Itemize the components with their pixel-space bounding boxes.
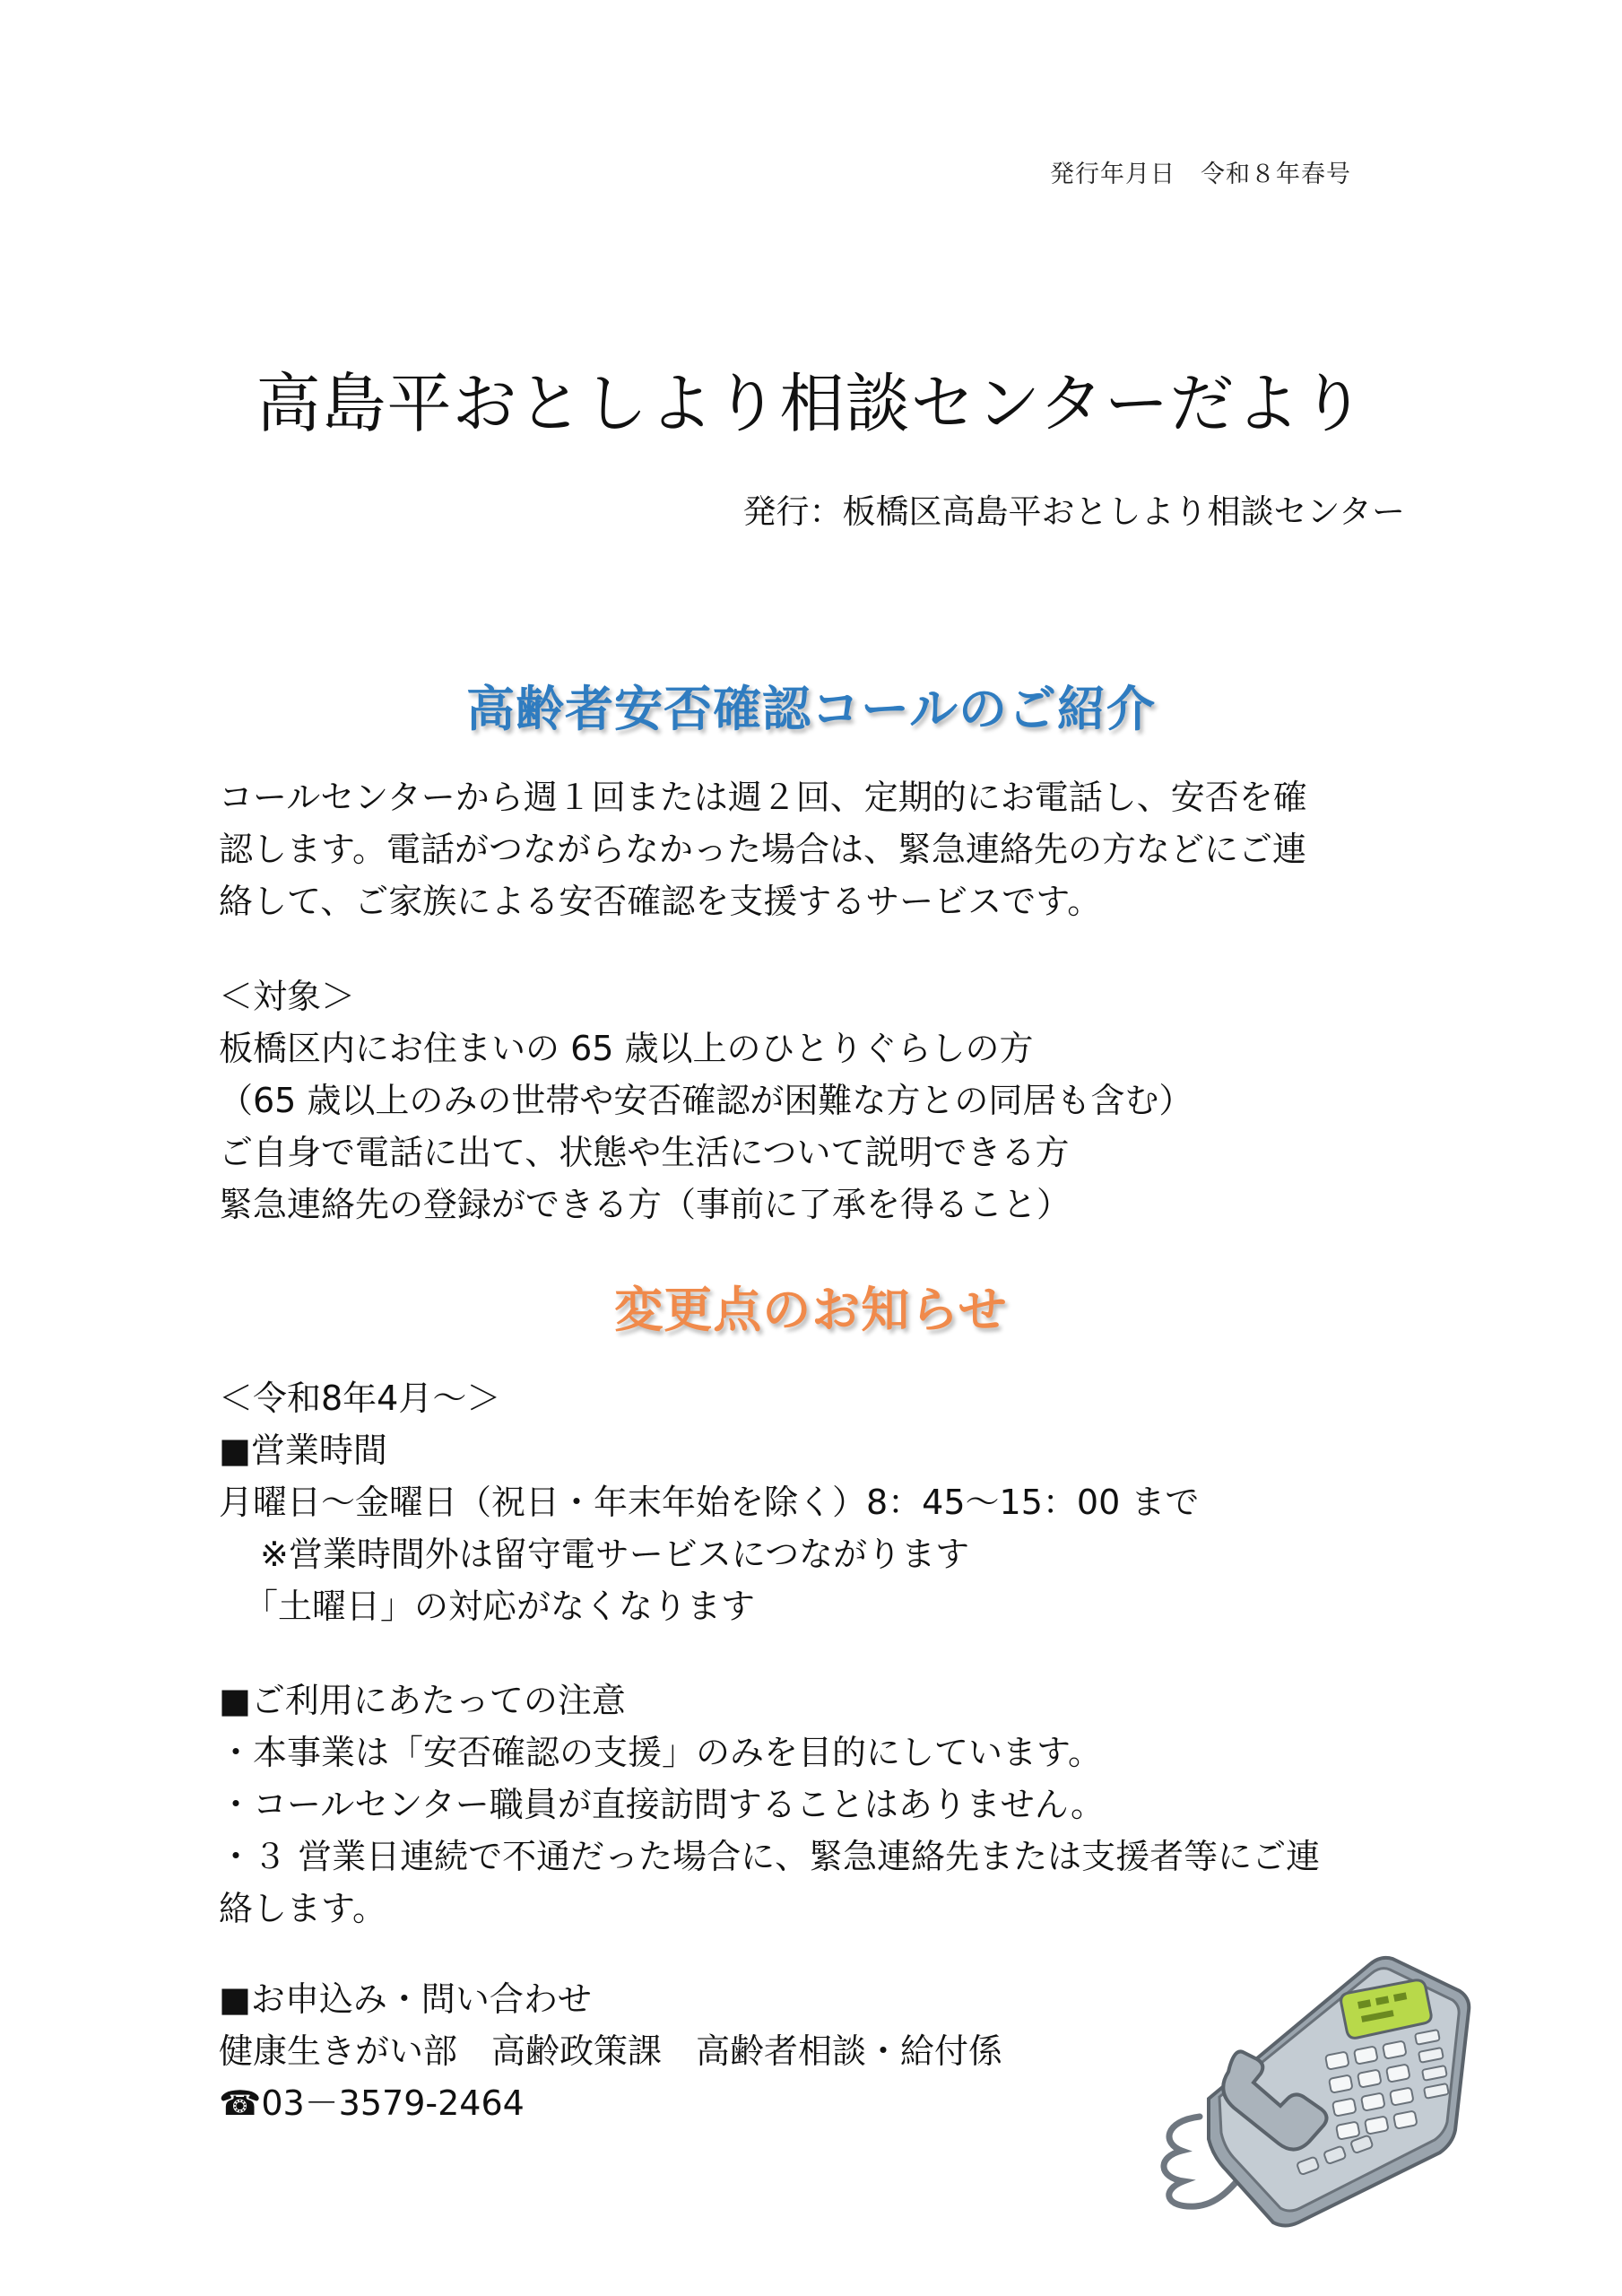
hours-note: ※営業時間外は留守電サービスにつながります [260, 1535, 970, 1574]
changes-details [219, 1372, 1199, 1632]
target-line: ご自身で電話に出て、状態や生活について説明できる方 [219, 1133, 1070, 1172]
changes-heading: 変更点のお知らせ [614, 1282, 1008, 1338]
contact-info [219, 1973, 1002, 2129]
intro-paragraph [219, 771, 1307, 927]
target-line: 板橋区内にお住まいの 65 歳以上のひとりぐらしの方 [219, 1029, 1034, 1068]
target-line: 緊急連絡先の登録ができる方（事前に了承を得ること） [219, 1185, 1071, 1224]
contact-department: 健康生きがい部 高齢政策課 高齢者相談・給付係 [219, 2031, 1003, 2071]
target-eligibility [219, 970, 1193, 1231]
newsletter-title: 高島平おとしより相談センターだより [256, 366, 1366, 441]
usage-notes [219, 1674, 1320, 1935]
intro-line: コールセンターから週１回または週２回、定期的にお電話し、安否を確 [219, 778, 1307, 817]
notes-item: ・本事業は「安否確認の支援」のみを目的にしています。 [219, 1733, 1102, 1772]
notes-item: 絡します。 [219, 1889, 386, 1928]
target-line: （65 歳以上のみの世帯や安否確認が困難な方との同居も含む） [219, 1081, 1193, 1120]
hours-value: 月曜日～金曜日（祝日・年末年始を除く）8：45～15：00 まで [219, 1483, 1200, 1522]
notes-item: ・３ 営業日連続で不通だった場合に、緊急連絡先または支援者等にご連 [219, 1837, 1321, 1876]
intro-heading: 高齢者安否確認コールのご紹介 [466, 681, 1156, 737]
issue-date: 発行年月日 令和８年春号 [1050, 161, 1351, 188]
contact-label: ■お申込み・問い合わせ [219, 1979, 592, 2019]
contact-phone: ☎03－3579-2464 [219, 2083, 525, 2123]
notes-label: ■ご利用にあたっての注意 [219, 1681, 626, 1720]
telephone-icon [1146, 1937, 1487, 2233]
hours-label: ■営業時間 [219, 1431, 387, 1470]
notes-item: ・コールセンター職員が直接訪問することはありません。 [219, 1785, 1106, 1824]
saturday-note: 「土曜日」の対応がなくなります [244, 1587, 756, 1626]
publisher-line: 発行：板橋区高島平おとしより相談センター [742, 492, 1405, 531]
intro-line: 認します。電話がつながらなかった場合は、緊急連絡先の方などにご連 [219, 830, 1306, 869]
intro-line: 絡して、ご家族による安否確認を支援するサービスです。 [219, 882, 1102, 921]
changes-date-label: ＜令和8年4月～＞ [219, 1378, 501, 1418]
target-label: ＜対象＞ [219, 977, 356, 1016]
